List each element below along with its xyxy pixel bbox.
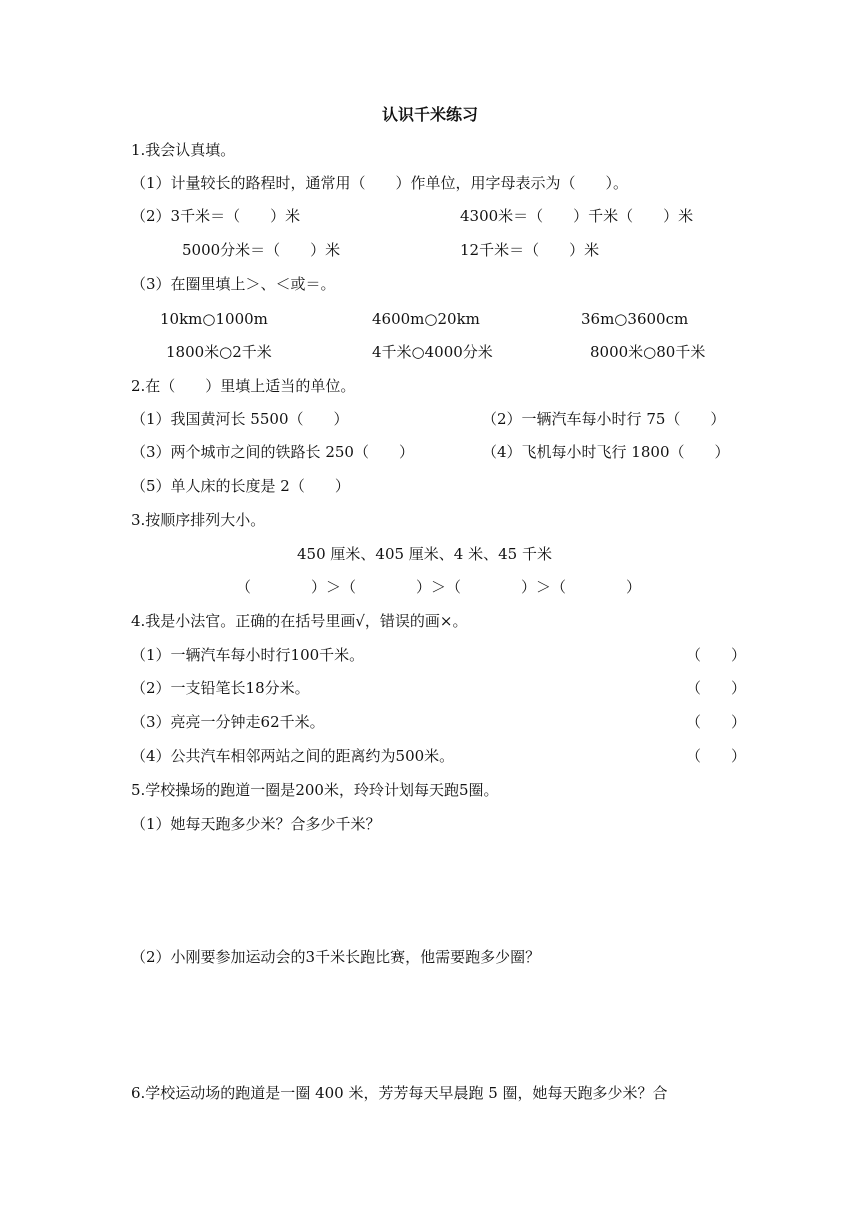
q1-part2-left: （2）3千米＝（ ）米 — [131, 207, 301, 225]
q5-heading: 5.学校操场的跑道一圈是200米，玲玲计划每天跑5圈。 — [131, 781, 499, 799]
q2-item: （5）单人床的长度是 2（ ） — [131, 477, 350, 495]
q4-heading: 4.我是小法官。正确的在括号里画√，错误的画×。 — [131, 612, 468, 630]
q1-part2-right2: 12千米＝（ ）米 — [460, 241, 600, 259]
comparison-item: 36m○3600cm — [581, 310, 689, 328]
q5-part1: （1）她每天跑多少米？合多少千米？ — [131, 815, 381, 833]
judge-blank: （ ） — [686, 713, 747, 731]
q1-part2-right: 4300米＝（ ）千米（ ）米 — [460, 207, 694, 225]
q6-heading: 6.学校运动场的跑道是一圈 400 米，芳芳每天早晨跑 5 圈，她每天跑多少米？合 — [131, 1084, 668, 1102]
comparison-item: 4千米○4000分米 — [372, 343, 493, 361]
q4-item: （3）亮亮一分钟走62千米。 — [131, 713, 325, 731]
q1-part3: （3）在圈里填上＞、＜或＝。 — [131, 275, 336, 293]
comparison-item: 8000米○80千米 — [590, 343, 706, 361]
q4-item: （2）一支铅笔长18分米。 — [131, 679, 310, 697]
q2-item: （3）两个城市之间的铁路长 250（ ） — [131, 443, 414, 461]
comparison-item: 10km○1000m — [160, 310, 268, 328]
q4-item: （4）公共汽车相邻两站之间的距离约为500米。 — [131, 747, 455, 765]
comparison-item: 4600m○20km — [372, 310, 480, 328]
q5-part2: （2）小刚要参加运动会的3千米长跑比赛，他需要跑多少圈？ — [131, 948, 541, 966]
q3-order-blanks: （ ）＞（ ）＞（ ）＞（ ） — [236, 578, 642, 596]
q2-item: （2）一辆汽车每小时行 75（ ） — [482, 410, 726, 428]
q1-part2-left2: 5000分米＝（ ）米 — [182, 241, 341, 259]
judge-blank: （ ） — [686, 747, 747, 765]
q2-item: （1）我国黄河长 5500（ ） — [131, 410, 349, 428]
q2-heading: 2.在（ ）里填上适当的单位。 — [131, 377, 356, 395]
q1-heading: 1.我会认真填。 — [131, 141, 236, 159]
q4-item: （1）一辆汽车每小时行100千米。 — [131, 646, 365, 664]
q3-heading: 3.按顺序排列大小。 — [131, 511, 266, 529]
judge-blank: （ ） — [686, 679, 747, 697]
comparison-item: 1800米○2千米 — [166, 343, 272, 361]
page-title: 认识千米练习 — [381, 105, 478, 124]
judge-blank: （ ） — [686, 646, 747, 664]
q1-part1: （1）计量较长的路程时，通常用（ ）作单位，用字母表示为（ ）。 — [131, 174, 629, 192]
q2-item: （4）飞机每小时飞行 1800（ ） — [482, 443, 730, 461]
q3-values: 450 厘米、405 厘米、4 米、45 千米 — [297, 545, 552, 563]
